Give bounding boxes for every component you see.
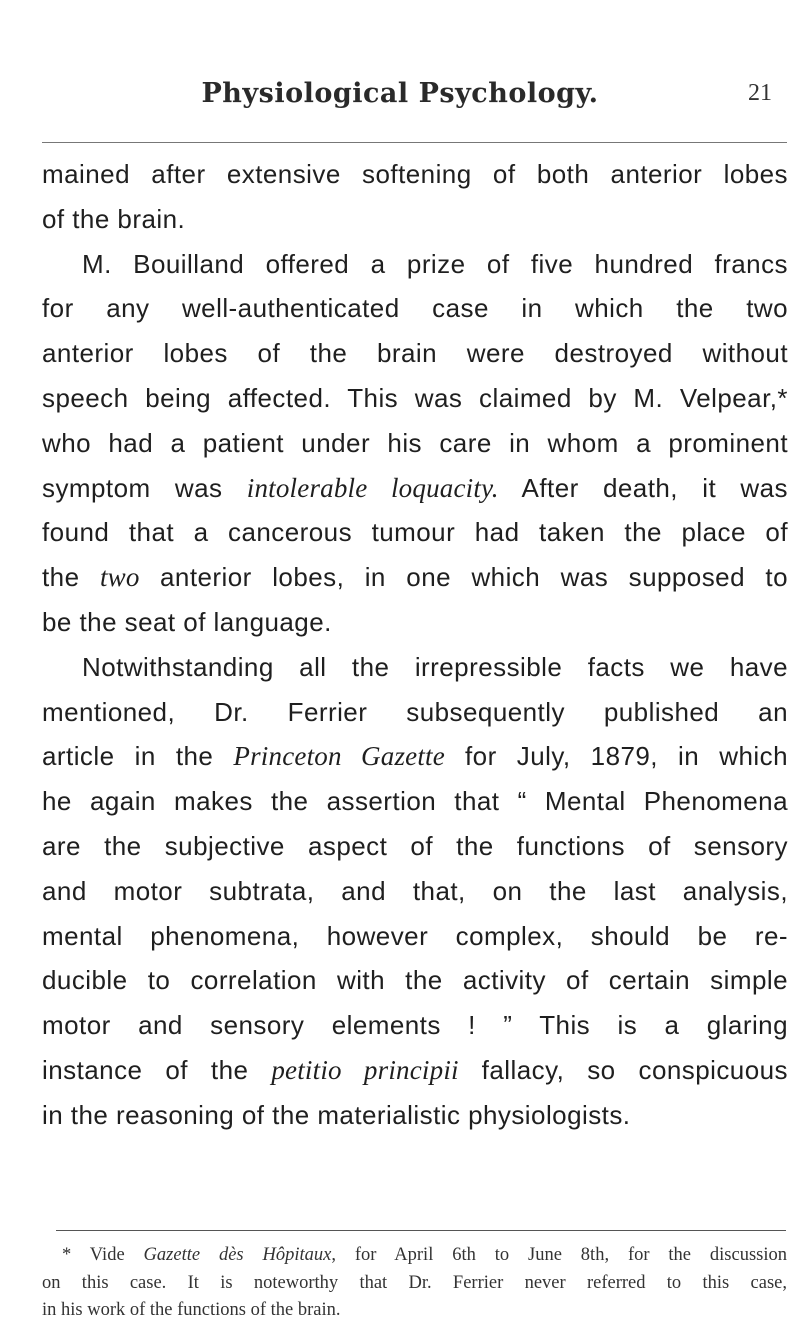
text-run: for July, 1879, in which — [444, 741, 789, 772]
text-line: motor and sensory elements ! ” This is a glaring — [42, 1010, 788, 1041]
footnote-rule — [56, 1230, 786, 1231]
header-rule — [42, 142, 787, 143]
text-run: , for April 6th to June 8th, for the discussion — [331, 1245, 787, 1265]
body-text — [42, 152, 788, 1138]
italic-text: Gazette dès Hôpitaux — [143, 1245, 332, 1265]
footnote — [42, 1242, 787, 1325]
text-line: found that a cancerous tumour had taken the place of — [42, 517, 788, 548]
text-run: After death, it was — [498, 472, 789, 503]
text-line — [42, 555, 788, 600]
text-line: he again makes the assertion that “ Mental Phenomena — [42, 786, 788, 817]
italic-text: petitio principii — [271, 1054, 459, 1085]
text-line — [42, 466, 788, 511]
running-title: Physiological Psychology. — [201, 78, 599, 109]
footnote-line: in his work of the functions of the brain. — [42, 1300, 341, 1320]
text-line: M. Bouilland offered a prize of five hundred francs — [82, 248, 788, 279]
text-line: be the seat of language. — [42, 606, 332, 637]
text-line: for any well-authenticated case in which the two — [42, 293, 788, 324]
text-line: mained after extensive softening of both anterior lobes — [42, 159, 788, 189]
text-line: of the brain. — [42, 203, 186, 234]
text-run: symptom was — [42, 472, 247, 503]
italic-text: Princeton Gazette — [233, 741, 445, 772]
italic-text: two — [99, 562, 140, 593]
text-line: ducible to correlation with the activity of certain simple — [42, 965, 788, 996]
text-run: fallacy, so conspicuous — [458, 1054, 788, 1085]
text-line: speech being affected. This was claimed by M. Velpear,* — [42, 382, 788, 413]
footnote-line: on this case. It is noteworthy that Dr. Ferrier never referred to this case, — [42, 1272, 787, 1293]
text-line: mentioned, Dr. Ferrier subsequently published an — [42, 696, 788, 727]
page-header — [0, 78, 800, 118]
text-line: who had a patient under his care in whom a prominent — [42, 427, 788, 458]
text-run: article in the — [42, 741, 234, 772]
text-line — [42, 734, 788, 779]
text-run: instance of the — [42, 1054, 272, 1085]
text-line — [42, 1048, 788, 1093]
text-line: and motor subtrata, and that, on the last analysis, — [42, 875, 788, 906]
text-line: Notwithstanding all the irrepressible facts we have — [82, 651, 788, 682]
text-run: the — [42, 562, 100, 593]
footnote-line — [42, 1242, 787, 1270]
text-line: in the reasoning of the materialistic physiologists. — [42, 1099, 631, 1130]
italic-text: intolerable loquacity. — [246, 472, 499, 503]
text-line: are the subjective aspect of the functions of sensory — [42, 830, 788, 861]
page-number: 21 — [748, 80, 772, 106]
text-run: * Vide — [62, 1245, 144, 1265]
text-line: mental phenomena, however complex, should be re- — [42, 920, 788, 951]
text-line: anterior lobes of the brain were destroyed without — [42, 338, 788, 369]
text-run: anterior lobes, in one which was supposed to — [139, 562, 789, 593]
